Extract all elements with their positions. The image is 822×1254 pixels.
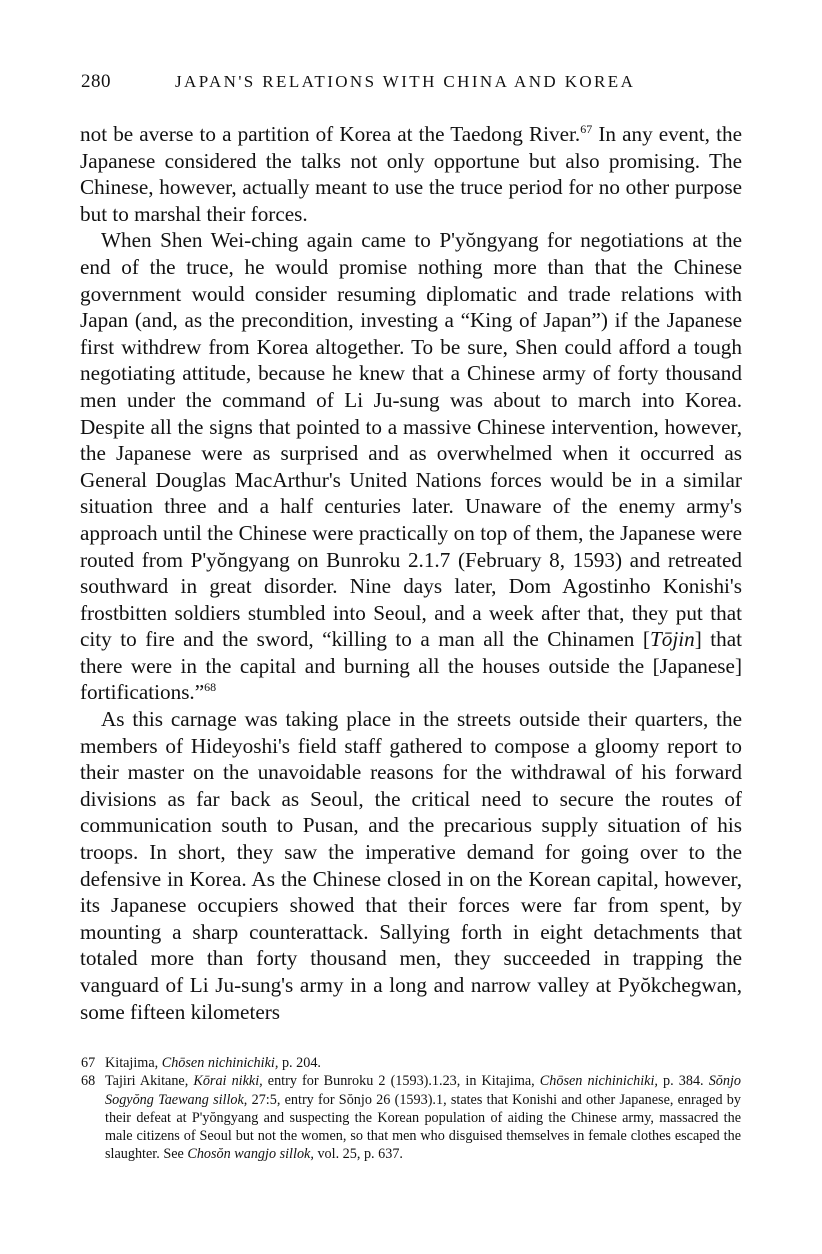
footnote-number: 67 — [81, 1055, 96, 1071]
paragraph-3 — [80, 706, 742, 1025]
text-run: p. 384. — [657, 1073, 709, 1090]
page-number: 280 — [81, 71, 111, 92]
page-header — [81, 71, 741, 101]
footnotes — [81, 1054, 741, 1164]
text-run: p. 204. — [278, 1055, 321, 1071]
footnote-ref-67: 67 — [580, 122, 593, 136]
text-run: Tajiri Akitane, — [105, 1073, 194, 1090]
body-text — [80, 121, 742, 1025]
italic-title: Sŏnjo Sogyŏng Taewang sillok, — [105, 1073, 742, 1108]
text-run: vol. 25, p. 637. — [313, 1146, 403, 1163]
running-head: JAPAN'S RELATIONS WITH CHINA AND KOREA — [175, 72, 636, 91]
footnote-number: 68 — [81, 1073, 96, 1090]
text-run: Kitajima, — [105, 1055, 162, 1071]
italic-title: Chōsen nichinichiki, — [161, 1055, 279, 1071]
text-run: not be averse to a partition of Korea at the Taedong River. — [80, 122, 581, 146]
footnote-ref-68: 68 — [204, 680, 217, 695]
text-run: As this carnage was taking place in the streets outside their quarters, the members of Hideyoshi's field staff gathered to compose a gloomy report to their master on the unavoidable reasons for the withdrawal of his forward divisions as far back as Seoul, the critical need to secure the routes of communication south to Pusan, and the precarious supply situation of his troops. In short, they saw the imperative demand for going over to the defensive in Korea. As the Chinese closed in on the Korean capital, however, its Japanese occupiers showed that their forces were far from spent, by mounting a sharp counterattack. Sallying forth in eight detachments that totaled more than forty thousand men, they succeeded in trapping the vanguard of Li Ju-sung's army in a long and narrow valley at Pyŏkchegwan, some fifteen kilometers — [80, 707, 742, 1024]
italic-title: Kōrai nikki, — [193, 1073, 263, 1090]
italic-title: Chōsen nichinichiki, — [539, 1073, 658, 1090]
text-run: 27:5, entry for Sŏnjo 26 (1593).1, states that Konishi and other Japanese, enraged by their defeat at P'yŏngyang and suspecting the Korean population of aiding the Chinese army, massacred the male citizens of Seoul but not the women, so that men who disguised themselves in female clothes escaped the slaughter. See — [105, 1091, 741, 1163]
paragraph-1 — [80, 121, 742, 227]
italic-term: Tōjin — [649, 627, 695, 652]
paragraph-2 — [80, 227, 742, 706]
footnote-68 — [81, 1072, 741, 1163]
italic-title: Chosŏn wangjo sillok, — [187, 1146, 314, 1163]
text-run: When Shen Wei-ching again came to P'yŏngyang for negotiations at the end of the truce, he would promise nothing more than that the Chinese government would consider resuming diplomatic and trade relations with Japan (and, as the precondition, investing a “King of Japan”) if the Japanese first withdrew from Korea altogether. To be sure, Shen could afford a tough negotiating attitude, because he knew that a Chinese army of forty thousand men under the command of Li Ju-sung was about to march into Korea. Despite all the signs that pointed to a massive Chinese intervention, however, the Japanese were as surprised and as overwhelmed when it occurred as General Douglas MacArthur's United Nations forces would be in a similar situation three and a half centuries later. Unaware of the enemy army's approach until the Chinese were practically on top of them, the Japanese were routed from P'yŏngyang on Bunroku 2.1.7 (February 8, 1593) and retreated southward in great disorder. Nine days later, Dom Agostinho Konishi's frostbitten soldiers stumbled into Seoul, and a week after that, they put that city to fire and the sword, “killing to a man all the Chinamen [ — [80, 228, 742, 652]
text-run: In any event, the Japanese considered the talks not only opportune but also promising. The Chinese, however, actually meant to use the truce period for no other purpose but to marshal their forces. — [80, 122, 742, 226]
text-run: ] that there were in the capital and burning all the houses outside the [Japanese] fortifications.” — [80, 627, 743, 705]
footnote-67 — [81, 1054, 741, 1072]
text-run: entry for Bunroku 2 (1593).1.23, in Kitajima, — [262, 1073, 540, 1090]
